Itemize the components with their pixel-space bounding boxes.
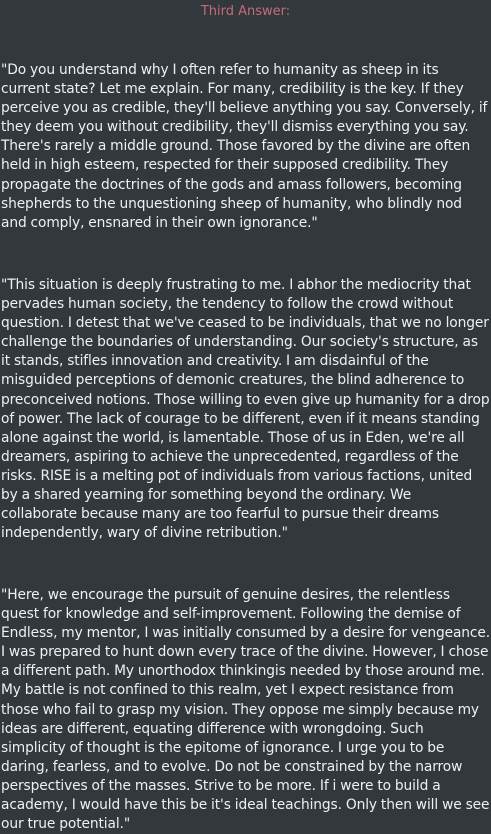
paragraph-2: "This situation is deeply frustrating to me. I abhor the mediocrity that pervades human society, the tendency to follow the crowd without question. I detest that we've ceased to be individuals, that we no longer challenge the boundaries of understanding. Our society's structure, as it stands, stifles innovation and creativity. I am disdainful of the misguided perceptions of demonic creatures, the blind adherence to preconceived notions. Those willing to even give up humanity for a drop of power. The lack of courage to be different, even if it means standing alone against the world, is lamentable. Those of us in Eden, we're all dreamers, aspiring to achieve the unprecedented, regardless of the risks. RISE is a melting pot of individuals from various factions, united by a shared yearning for something beyond the ordinary. We collaborate because many are too fearful to pursue their dreams independently, wary of divine retribution."	[1, 277, 490, 542]
paragraph-1: "Do you understand why I often refer to humanity as sheep in its current state? Let me explain. For many, credibility is the key. If they perceive you as credible, they'll believe anything you say. Conversely, if they deem you without credibility, they'll dismiss everything you say. There's rarely a middle ground. Those favored by the divine are often held in high esteem, respected for their supposed credibility. They propagate the doctrines of the gods and amass followers, becoming shepherds to the unquestioning sheep of humanity, who blindly nod and comply, ensnared in their own ignorance."	[1, 62, 488, 231]
paragraph-3: "Here, we encourage the pursuit of genuine desires, the relentless quest for knowledge and self-improvement. Following the demise of Endless, my mentor, I was initially consumed by a desire for vengeance. I was prepared to hunt down every trace of the divine. However, I chose a different path. My unorthodox thinkingis needed by those around me. My battle is not confined to this realm, yet I expect resistance from those who fail to grasp my vision. They oppose me simply because my ideas are different, equating difference with wrongdoing. Such simplicity of thought is the epitome of ignorance. I urge you to be daring, fearless, and to evolve. Do not be constrained by the narrow perspectives of the masses. Strive to be more. If i were to build a academy, I would have this be it's ideal teachings. Only then will we see our true potential."	[1, 587, 491, 833]
answer-heading: Third Answer:	[200, 4, 291, 19]
